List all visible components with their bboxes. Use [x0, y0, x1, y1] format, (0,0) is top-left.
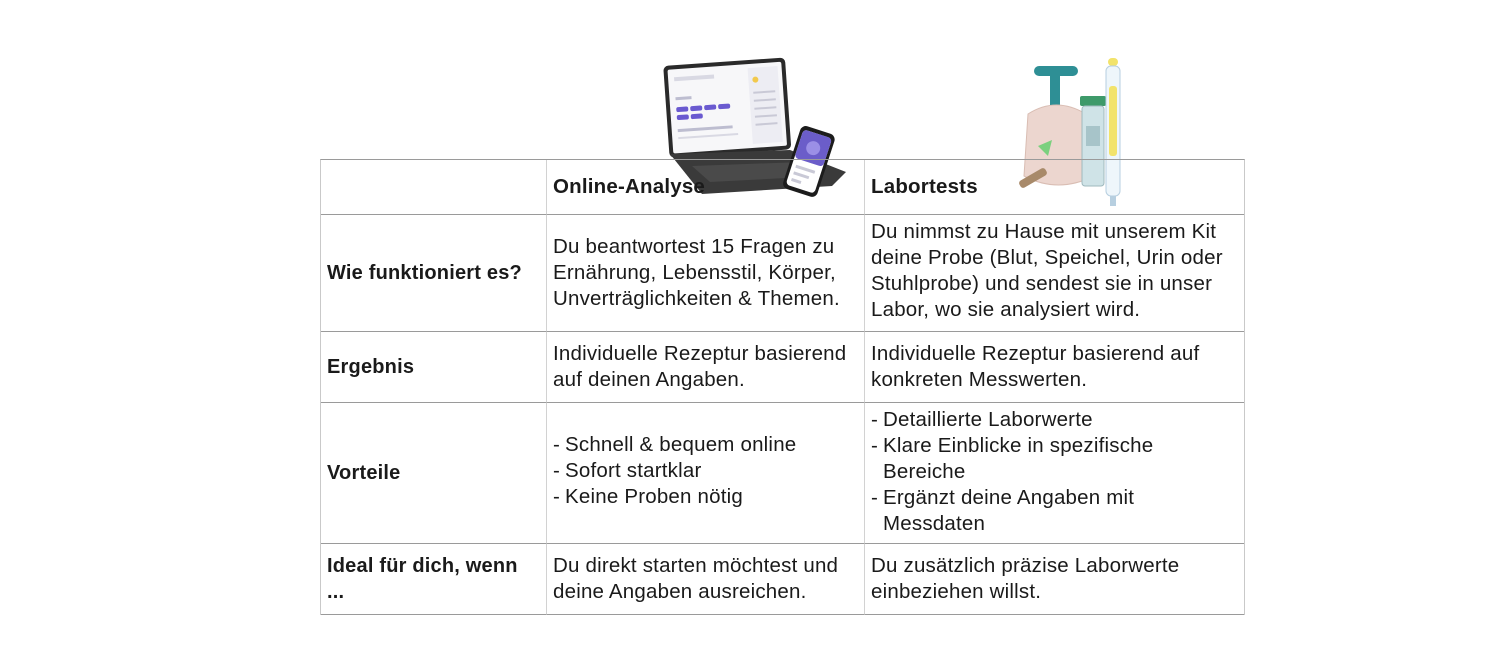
text-line: auf deinen Angaben.	[553, 368, 745, 391]
row-label-wie-funktioniert: Wie funktioniert es?	[321, 215, 547, 332]
labor-ideal-fuer-dich	[865, 544, 1244, 615]
row-label-vorteile: Vorteile	[321, 403, 547, 544]
text-line: Du nimmst zu Hause mit unserem Kit	[871, 220, 1217, 243]
text-line: Labor, wo sie analysiert wird.	[871, 298, 1141, 321]
comparison-table	[320, 159, 1245, 615]
text-line: deine Probe (Blut, Speichel, Urin oder	[871, 246, 1223, 269]
text-line: Individuelle Rezeptur basierend	[553, 342, 847, 365]
text-line: Du beantwortest 15 Fragen zu	[553, 235, 835, 258]
list-item: - Klare Einblicke in spezifische Bereiche	[871, 434, 1154, 483]
labor-wie-funktioniert	[865, 215, 1244, 332]
text-line: einbeziehen willst.	[871, 580, 1042, 603]
text-line: Stuhlprobe) und sendest sie in unser	[871, 272, 1213, 295]
online-ideal-fuer-dich	[547, 544, 865, 615]
text-line: Unverträglichkeiten & Themen.	[553, 287, 840, 310]
text-line: Du zusätzlich präzise Laborwerte	[871, 554, 1180, 577]
list-item: - Sofort startklar	[553, 459, 702, 482]
header-empty-cell	[321, 160, 547, 215]
text-line: Du direkt starten möchtest und	[553, 554, 839, 577]
list-item: - Detaillierte Laborwerte	[871, 408, 1093, 431]
text-line: deine Angaben ausreichen.	[553, 580, 807, 603]
online-wie-funktioniert	[547, 215, 865, 332]
row-label-ideal-fuer-dich: Ideal für dich, wenn ...	[321, 544, 547, 615]
online-ergebnis	[547, 332, 865, 403]
row-label-ergebnis: Ergebnis	[321, 332, 547, 403]
list-item: - Ergänzt deine Angaben mit Messdaten	[871, 486, 1135, 535]
text-line: konkreten Messwerten.	[871, 368, 1088, 391]
labor-vorteile	[865, 403, 1244, 544]
header-labortests: Labortests	[865, 160, 1244, 215]
text-line: Individuelle Rezeptur basierend auf	[871, 342, 1200, 365]
labor-ergebnis	[865, 332, 1244, 403]
list-item: - Schnell & bequem online	[553, 433, 797, 456]
list-item: - Keine Proben nötig	[553, 485, 743, 508]
header-online-analyse: Online-Analyse	[547, 160, 865, 215]
text-line: Ernährung, Lebensstil, Körper,	[553, 261, 836, 284]
online-vorteile	[547, 403, 865, 544]
